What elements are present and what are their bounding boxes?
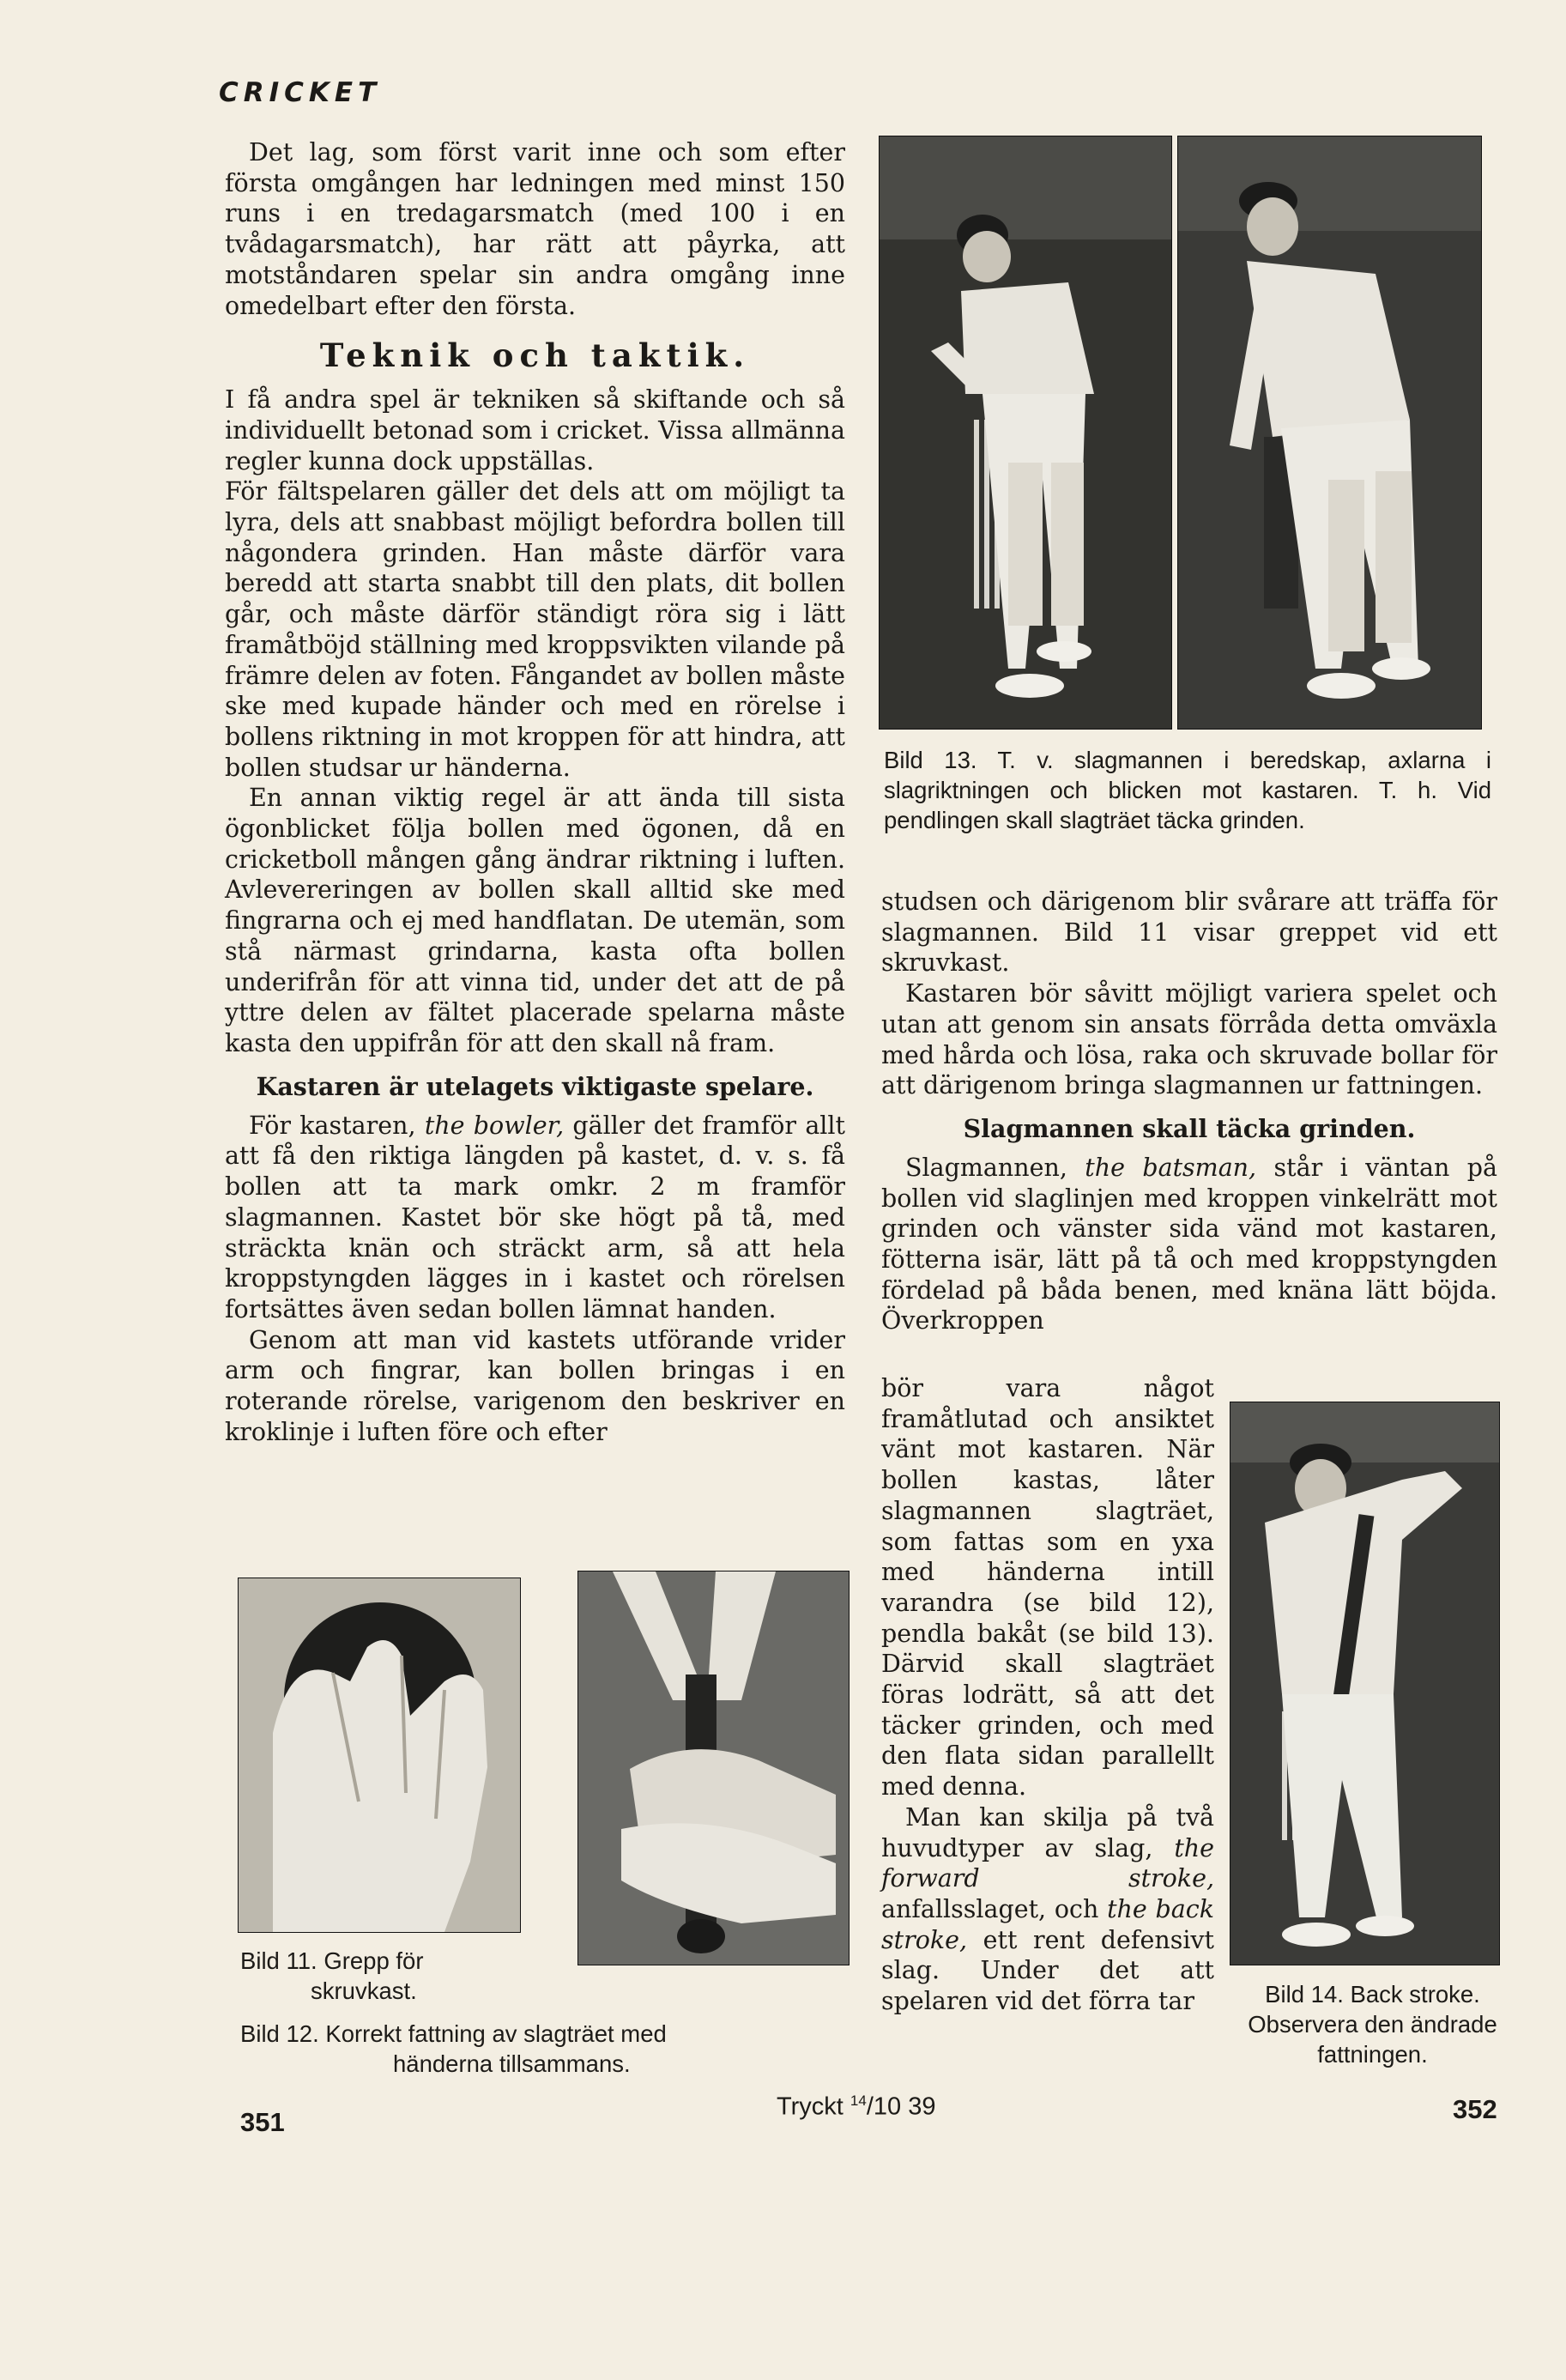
paragraph-faltspelaren: För fältspelaren gäller det dels att om möjligt ta lyra, dels att snabbast möjligt befordra bollen till någondera grinden. Han måste därför vara beredd att starta snabbt till den plats, dit bollen går, och måste därför ständigt röra sig i lätt framåtböjd ställning med kroppsvikten vilande på främre delen av foten. Fångandet av bollen måste ske med kupade händer och med en rörelse i bollens riktning in mot kroppen för att hindra, att bollen studsar ur händerna.	[225, 477, 845, 782]
subheading-slagmannen: Slagmannen skall täcka grinden.	[963, 1113, 1416, 1143]
running-title: CRICKET	[219, 77, 382, 108]
right-column-top	[881, 887, 1497, 1336]
photo-batsman-ready	[879, 136, 1172, 730]
subheading-kastaren: Kastaren är utelagets viktigaste spelare.	[256, 1071, 814, 1101]
page-number-left: 351	[240, 2107, 285, 2137]
left-column	[225, 137, 845, 1447]
section-heading: Teknik och taktik.	[319, 336, 751, 375]
page-number-right: 352	[1453, 2094, 1497, 2124]
printed-note: Tryckt $^{14}$/10 39	[777, 2092, 936, 2121]
paragraph-wrap-2: Man kan skilja på två huvudtyper av slag, the forward stroke, anfallsslaget, och the back stroke, ett rent defensivt slag. Under det att spelaren vid det förra tar	[881, 1802, 1214, 2016]
photo-ball-grip	[238, 1578, 521, 1933]
paragraph-wrap-1: bör vara något framåtlutad och ansiktet vänt mot kastaren. När bollen kastas, låter slagmannen slagträet, som fattas som en yxa med händerna intill varandra (se bild 12), pendla bakåt (se bild 13). Därvid skall slagträet föras lodrätt, så att det täcker grinden, och med den flata sidan parallellt med denna.	[881, 1374, 1214, 1802]
paragraph-annan-regel: En annan viktig regel är att ända till sista ögonblicket följa bollen med ögonen, då en cricketboll mången gång ändrar riktning i luften. Avlevereringen av bollen skall alltid ske med fingrarna och ej med handflatan. De utemän, som stå närmast grindarna, kasta ofta bollen underifrån för att vinna tid, under det att de på yttre delen av fältet placerade spelarna måste kasta den uppifrån för att den skall nå fram.	[225, 784, 845, 1057]
paragraph-studsen: studsen och därigenom blir svårare att träffa för slagmannen. Bild 11 visar greppet vid ett skruvkast.	[881, 887, 1497, 978]
photo-bat-grip	[577, 1571, 850, 1965]
paragraph-teknik: I få andra spel är tekniken så skiftande och så individuellt betonad som i cricket. Vissa allmänna regler kunna dock uppställas.	[225, 385, 845, 475]
paragraph-kastaren: För kastaren, the bowler, gäller det framför allt att få den riktiga längden på kastet, d. v. s. få bollen att ta mark omkr. 2 m framför slagmannen. Kastet bör ske högt på tå, med sträckta knän och sträckt arm, så att hela kroppstyngden lägges in i kastet och rörelsen fortsättes även sedan bollen lämnat handen.	[225, 1111, 845, 1323]
caption-bild-14: Bild 14. Back stroke. Observera den ändrade fattningen.	[1248, 1981, 1497, 2068]
photo-batsman-backswing	[1177, 136, 1482, 730]
term-batsman: the batsman,	[1085, 1153, 1257, 1182]
term-bowler: the bowler,	[424, 1111, 565, 1140]
term-forward-stroke: the forward stroke,	[881, 1833, 1214, 1893]
photo-back-stroke	[1230, 1402, 1500, 1965]
paragraph-genom: Genom att man vid kastets utförande vrider arm och fingrar, kan bollen bringas i en roterande rörelse, varigenom den beskriver en kroklinje i luften före och efter	[225, 1325, 845, 1446]
term-back-stroke: the back stroke,	[881, 1894, 1214, 1954]
caption-bild-11: Bild 11. Grepp för skruvkast.	[240, 1947, 424, 2004]
intro-paragraph: Det lag, som först varit inne och som efter första omgången har ledningen med minst 150 runs i en tredagarsmatch (med 100 i en tvådagarsmatch), har rätt att påyrka, att motståndaren spelar sin andra omgång inne omedelbart efter den första.	[225, 138, 845, 320]
caption-bild-12: Bild 12. Korrekt fattning av slagträet med händerna tillsammans.	[240, 2020, 667, 2077]
caption-bild-13: Bild 13. T. v. slagmannen i beredskap, axlarna i slagriktningen och blicken mot kastaren. T. h. Vid pendlingen skall slagträet täcka grinden.	[884, 747, 1491, 833]
paragraph-slagmannen: Slagmannen, the batsman, står i väntan på bollen vid slaglinjen med kroppen vinkelrätt mot grinden och vänster sida vänd mot kastaren, fötterna isär, lätt på tå och med kroppstyngden fördelad på båda benen, med knäna lätt böjda. Överkroppen	[881, 1153, 1497, 1335]
right-column-wrap	[881, 1373, 1214, 2017]
paragraph-variera: Kastaren bör såvitt möjligt variera spelet och utan att genom sin ansats förråda detta omväxla med hårda och lösa, raka och skruvade bollar för att därigenom bringa slagmannen ur fattningen.	[881, 979, 1497, 1100]
